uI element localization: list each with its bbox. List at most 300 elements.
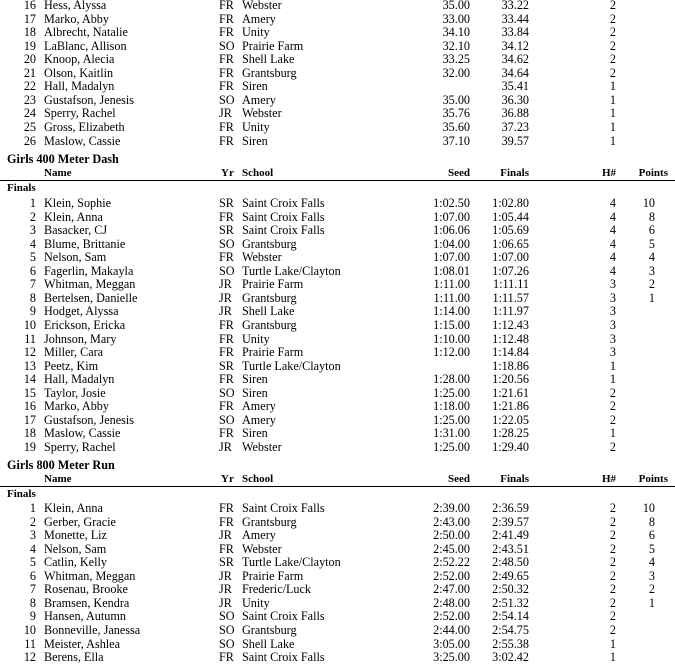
header-seed: Seed [448, 473, 470, 485]
school-cell: Unity [242, 331, 270, 346]
seed-time: 2:45.00 [433, 541, 470, 556]
seed-time: 1:25.00 [433, 385, 470, 400]
school-cell: Prairie Farm [242, 345, 304, 360]
place-cell: 19 [23, 38, 36, 53]
school-cell: Turtle Lake/Clayton [242, 263, 341, 278]
heat-number: 4 [609, 209, 616, 224]
school-cell: Prairie Farm [242, 568, 304, 583]
points-cell: 10 [642, 501, 655, 515]
year-cell: FR [219, 25, 234, 40]
year-cell: JR [219, 568, 232, 583]
year-cell: JR [219, 290, 232, 305]
place-cell: 8 [29, 595, 36, 610]
seed-time: 1:18.00 [433, 399, 470, 414]
seed-time: 33.00 [442, 11, 470, 26]
school-cell: Unity [242, 25, 270, 40]
place-cell: 11 [24, 636, 36, 651]
athlete-name: Bertelsen, Danielle [44, 290, 138, 305]
year-cell: JR [219, 439, 232, 454]
result-row [0, 502, 675, 516]
result-row [0, 0, 675, 13]
heat-number: 2 [609, 582, 616, 597]
place-cell: 19 [23, 439, 36, 454]
finals-time: 39.57 [501, 133, 529, 148]
event-title: Girls 400 Meter Dash [7, 152, 119, 166]
athlete-name: LaBlanc, Allison [44, 38, 127, 53]
heat-number: 2 [609, 11, 616, 26]
seed-time: 1:12.00 [433, 345, 470, 360]
place-cell: 6 [29, 263, 36, 278]
finals-time: 37.23 [501, 119, 529, 134]
finals-time: 1:11.57 [492, 290, 529, 305]
year-cell: SO [219, 609, 235, 624]
place-cell: 10 [23, 317, 36, 332]
heat-number: 1 [609, 119, 616, 134]
school-cell: Amery [242, 399, 276, 414]
finals-time: 2:54.14 [492, 609, 529, 624]
year-cell: FR [219, 541, 234, 556]
heat-number: 2 [609, 52, 616, 67]
heat-number: 2 [609, 501, 616, 515]
points-cell: 1 [648, 595, 655, 610]
seed-time: 1:31.00 [433, 426, 470, 441]
school-cell: Siren [242, 133, 268, 148]
result-row [0, 251, 675, 265]
year-cell: FR [219, 331, 234, 346]
year-cell: FR [219, 372, 234, 387]
school-cell: Siren [242, 79, 268, 94]
athlete-name: Basacker, CJ [44, 223, 108, 238]
place-cell: 3 [29, 223, 36, 238]
header-points: Points [638, 167, 668, 179]
points-cell: 2 [648, 277, 655, 292]
place-cell: 11 [24, 331, 36, 346]
place-cell: 17 [23, 11, 36, 26]
place-cell: 7 [29, 582, 36, 597]
year-cell: SO [219, 412, 235, 427]
finals-time: 33.44 [501, 11, 529, 26]
heat-number: 1 [609, 106, 616, 121]
seed-time: 37.10 [442, 133, 470, 148]
finals-time: 2:54.75 [492, 622, 529, 637]
place-cell: 23 [23, 92, 36, 107]
school-cell: Amery [242, 412, 276, 427]
result-row [0, 13, 675, 27]
place-cell: 21 [23, 65, 36, 80]
place-cell: 8 [29, 290, 36, 305]
seed-time: 35.00 [442, 92, 470, 107]
heat-number: 2 [609, 439, 616, 454]
finals-time: 34.62 [501, 52, 529, 67]
seed-time: 1:10.00 [433, 331, 470, 346]
result-row [0, 278, 675, 292]
athlete-name: Whitman, Meggan [44, 568, 136, 583]
finals-time: 2:36.59 [492, 501, 529, 515]
result-row [0, 441, 675, 455]
points-cell: 6 [648, 528, 655, 543]
place-cell: 2 [29, 514, 36, 529]
place-cell: 12 [23, 650, 36, 665]
result-row [0, 121, 675, 135]
heat-number: 2 [609, 528, 616, 543]
athlete-name: Erickson, Ericka [44, 317, 126, 332]
heat-number: 2 [609, 38, 616, 53]
heat-number: 2 [609, 514, 616, 529]
athlete-name: Hess, Alyssa [44, 0, 107, 12]
finals-time: 1:11.97 [492, 304, 529, 319]
points-cell: 5 [648, 541, 655, 556]
points-cell: 10 [642, 196, 655, 210]
result-row [0, 80, 675, 94]
athlete-name: Maslow, Cassie [44, 426, 121, 441]
result-row [0, 529, 675, 543]
points-cell: 4 [648, 555, 655, 570]
seed-time: 1:07.00 [433, 209, 470, 224]
result-row [0, 319, 675, 333]
school-cell: Grantsburg [242, 290, 297, 305]
school-cell: Siren [242, 385, 268, 400]
heat-number: 4 [609, 236, 616, 251]
finals-time: 1:12.43 [492, 317, 529, 332]
athlete-name: Knoop, Alecia [44, 52, 115, 67]
place-cell: 1 [29, 501, 36, 515]
header-seed: Seed [448, 167, 470, 179]
athlete-name: Albrecht, Natalie [44, 25, 128, 40]
heat-number: 4 [609, 223, 616, 238]
seed-time: 3:05.00 [433, 636, 470, 651]
header-divider [0, 180, 675, 181]
athlete-name: Sperry, Rachel [44, 106, 116, 121]
result-row [0, 570, 675, 584]
header-name: Name [44, 473, 72, 485]
result-row [0, 333, 675, 347]
place-cell: 20 [23, 52, 36, 67]
heat-number: 1 [609, 133, 616, 148]
year-cell: JR [219, 304, 232, 319]
header-yr: Yr [221, 167, 234, 179]
result-row [0, 265, 675, 279]
heat-number: 3 [609, 277, 616, 292]
result-row [0, 414, 675, 428]
seed-time: 2:43.00 [433, 514, 470, 529]
finals-time: 1:11.11 [493, 277, 529, 292]
place-cell: 16 [23, 399, 36, 414]
seed-time: 32.00 [442, 65, 470, 80]
athlete-name: Peetz, Kim [44, 358, 99, 373]
athlete-name: Sperry, Rachel [44, 439, 116, 454]
school-cell: Webster [242, 541, 282, 556]
school-cell: Siren [242, 372, 268, 387]
place-cell: 13 [23, 358, 36, 373]
result-row [0, 211, 675, 225]
school-cell: Frederic/Luck [242, 582, 312, 597]
finals-time: 1:05.69 [492, 223, 529, 238]
athlete-name: Berens, Ella [44, 650, 104, 665]
school-cell: Saint Croix Falls [242, 501, 325, 515]
heat-number: 4 [609, 196, 616, 210]
school-cell: Shell Lake [242, 304, 295, 319]
heat-number: 3 [609, 317, 616, 332]
athlete-name: Bramsen, Kendra [44, 595, 130, 610]
heat-number: 2 [609, 622, 616, 637]
place-cell: 18 [23, 25, 36, 40]
heat-number: 2 [609, 25, 616, 40]
heat-number: 4 [609, 250, 616, 265]
seed-time: 2:47.00 [433, 582, 470, 597]
result-row [0, 427, 675, 441]
result-row [0, 94, 675, 108]
athlete-name: Rosenau, Brooke [44, 582, 128, 597]
place-cell: 16 [23, 0, 36, 12]
heat-number: 2 [609, 412, 616, 427]
seed-time: 3:25.00 [433, 650, 470, 665]
finals-time: 1:29.40 [492, 439, 529, 454]
place-cell: 1 [29, 196, 36, 210]
school-cell: Webster [242, 0, 282, 12]
result-row [0, 40, 675, 54]
place-cell: 25 [23, 119, 36, 134]
finals-time: 36.88 [501, 106, 529, 121]
seed-time: 1:04.00 [433, 236, 470, 251]
year-cell: SR [219, 196, 234, 210]
result-row [0, 610, 675, 624]
athlete-name: Blume, Brittanie [44, 236, 126, 251]
finals-time: 1:22.05 [492, 412, 529, 427]
place-cell: 6 [29, 568, 36, 583]
athlete-name: Marko, Abby [44, 11, 109, 26]
result-row [0, 516, 675, 530]
year-cell: FR [219, 0, 234, 12]
finals-time: 33.84 [501, 25, 529, 40]
athlete-name: Klein, Anna [44, 501, 103, 515]
result-row [0, 638, 675, 652]
year-cell: FR [219, 250, 234, 265]
place-cell: 4 [29, 236, 36, 251]
school-cell: Unity [242, 119, 270, 134]
finals-time: 1:14.84 [492, 345, 529, 360]
seed-time: 2:39.00 [433, 501, 470, 515]
result-row [0, 135, 675, 149]
finals-time: 2:55.38 [492, 636, 529, 651]
result-row [0, 107, 675, 121]
school-cell: Webster [242, 106, 282, 121]
seed-time: 1:25.00 [433, 412, 470, 427]
school-cell: Saint Croix Falls [242, 609, 325, 624]
header-name: Name [44, 167, 72, 179]
school-cell: Prairie Farm [242, 38, 304, 53]
finals-time: 1:28.25 [492, 426, 529, 441]
finals-time: 1:12.48 [492, 331, 529, 346]
seed-time: 32.10 [442, 38, 470, 53]
athlete-name: Hodget, Alyssa [44, 304, 119, 319]
result-row [0, 238, 675, 252]
finals-time: 1:06.65 [492, 236, 529, 251]
heat-number: 2 [609, 385, 616, 400]
seed-time: 1:15.00 [433, 317, 470, 332]
athlete-name: Miller, Cara [44, 345, 104, 360]
finals-time: 34.64 [501, 65, 529, 80]
finals-time: 1:02.80 [492, 196, 529, 210]
school-cell: Shell Lake [242, 52, 295, 67]
athlete-name: Fagerlin, Makayla [44, 263, 134, 278]
round-label: Finals [7, 488, 36, 500]
athlete-name: Hansen, Autumn [44, 609, 126, 624]
finals-time: 1:21.86 [492, 399, 529, 414]
year-cell: FR [219, 79, 234, 94]
result-row [0, 400, 675, 414]
finals-time: 3:02.42 [492, 650, 529, 665]
result-row [0, 292, 675, 306]
points-cell: 8 [648, 514, 655, 529]
athlete-name: Marko, Abby [44, 399, 109, 414]
year-cell: SO [219, 38, 235, 53]
athlete-name: Catlin, Kelly [44, 555, 107, 570]
points-cell: 6 [648, 223, 655, 238]
place-cell: 14 [23, 372, 36, 387]
heat-number: 3 [609, 304, 616, 319]
year-cell: FR [219, 399, 234, 414]
seed-time: 1:08.01 [433, 263, 470, 278]
result-row [0, 67, 675, 81]
year-cell: FR [219, 52, 234, 67]
finals-time: 36.30 [501, 92, 529, 107]
year-cell: FR [219, 209, 234, 224]
athlete-name: Gerber, Gracie [44, 514, 116, 529]
seed-time: 2:52.00 [433, 568, 470, 583]
athlete-name: Hall, Madalyn [44, 372, 115, 387]
year-cell: SO [219, 622, 235, 637]
school-cell: Grantsburg [242, 236, 297, 251]
result-row [0, 387, 675, 401]
result-row [0, 583, 675, 597]
year-cell: JR [219, 582, 232, 597]
year-cell: FR [219, 650, 234, 665]
heat-number: 1 [609, 636, 616, 651]
result-row [0, 373, 675, 387]
athlete-name: Olson, Kaitlin [44, 65, 114, 80]
year-cell: JR [219, 528, 232, 543]
athlete-name: Klein, Anna [44, 209, 103, 224]
seed-time: 2:44.00 [433, 622, 470, 637]
result-row [0, 360, 675, 374]
year-cell: SO [219, 236, 235, 251]
header-points: Points [638, 473, 668, 485]
year-cell: SO [219, 92, 235, 107]
header-school: School [242, 473, 274, 485]
seed-time: 1:14.00 [433, 304, 470, 319]
school-cell: Prairie Farm [242, 277, 304, 292]
place-cell: 26 [23, 133, 36, 148]
athlete-name: Gustafson, Jenesis [44, 92, 135, 107]
finals-time: 1:07.00 [492, 250, 529, 265]
athlete-name: Taylor, Josie [44, 385, 106, 400]
finals-time: 2:51.32 [492, 595, 529, 610]
school-cell: Saint Croix Falls [242, 223, 325, 238]
year-cell: JR [219, 277, 232, 292]
result-row [0, 651, 675, 665]
school-cell: Saint Croix Falls [242, 209, 325, 224]
athlete-name: Nelson, Sam [44, 541, 107, 556]
heat-number: 2 [609, 609, 616, 624]
seed-time: 2:52.22 [433, 555, 470, 570]
result-row [0, 346, 675, 360]
place-cell: 15 [23, 385, 36, 400]
finals-time: 1:18.86 [492, 358, 529, 373]
points-cell: 3 [648, 568, 655, 583]
school-cell: Grantsburg [242, 317, 297, 332]
year-cell: FR [219, 11, 234, 26]
year-cell: SR [219, 358, 234, 373]
school-cell: Unity [242, 595, 270, 610]
result-row [0, 543, 675, 557]
points-cell: 4 [648, 250, 655, 265]
result-row [0, 597, 675, 611]
year-cell: SR [219, 223, 234, 238]
finals-time: 34.12 [501, 38, 529, 53]
place-cell: 9 [29, 609, 36, 624]
seed-time: 35.00 [442, 0, 470, 12]
athlete-name: Nelson, Sam [44, 250, 107, 265]
header-yr: Yr [221, 473, 234, 485]
place-cell: 7 [29, 277, 36, 292]
place-cell: 3 [29, 528, 36, 543]
year-cell: FR [219, 119, 234, 134]
athlete-name: Bonneville, Janessa [44, 622, 141, 637]
seed-time: 33.25 [442, 52, 470, 67]
finals-time: 2:43.51 [492, 541, 529, 556]
athlete-name: Maslow, Cassie [44, 133, 121, 148]
athlete-name: Klein, Sophie [44, 196, 112, 210]
heat-number: 2 [609, 568, 616, 583]
seed-time: 34.10 [442, 25, 470, 40]
school-cell: Saint Croix Falls [242, 196, 325, 210]
seed-time: 2:50.00 [433, 528, 470, 543]
column-header [0, 473, 675, 486]
year-cell: FR [219, 65, 234, 80]
athlete-name: Johnson, Mary [44, 331, 117, 346]
header-finals: Finals [500, 473, 529, 485]
school-cell: Turtle Lake/Clayton [242, 555, 341, 570]
finals-time: 1:21.61 [492, 385, 529, 400]
school-cell: Saint Croix Falls [242, 650, 325, 665]
athlete-name: Monette, Liz [44, 528, 107, 543]
school-cell: Siren [242, 426, 268, 441]
heat-number: 2 [609, 595, 616, 610]
athlete-name: Meister, Ashlea [44, 636, 121, 651]
heat-number: 1 [609, 426, 616, 441]
place-cell: 9 [29, 304, 36, 319]
year-cell: SO [219, 263, 235, 278]
heat-number: 1 [609, 92, 616, 107]
school-cell: Amery [242, 528, 276, 543]
points-cell: 5 [648, 236, 655, 251]
school-cell: Amery [242, 11, 276, 26]
result-row [0, 305, 675, 319]
place-cell: 18 [23, 426, 36, 441]
place-cell: 17 [23, 412, 36, 427]
result-row [0, 556, 675, 570]
finals-time: 1:20.56 [492, 372, 529, 387]
finals-time: 35.41 [501, 79, 529, 94]
year-cell: FR [219, 514, 234, 529]
header-heat: H# [601, 167, 616, 179]
seed-time: 1:28.00 [433, 372, 470, 387]
seed-time: 1:25.00 [433, 439, 470, 454]
event-title: Girls 800 Meter Run [7, 458, 115, 472]
result-row [0, 53, 675, 67]
heat-number: 2 [609, 399, 616, 414]
heat-number: 1 [609, 358, 616, 373]
